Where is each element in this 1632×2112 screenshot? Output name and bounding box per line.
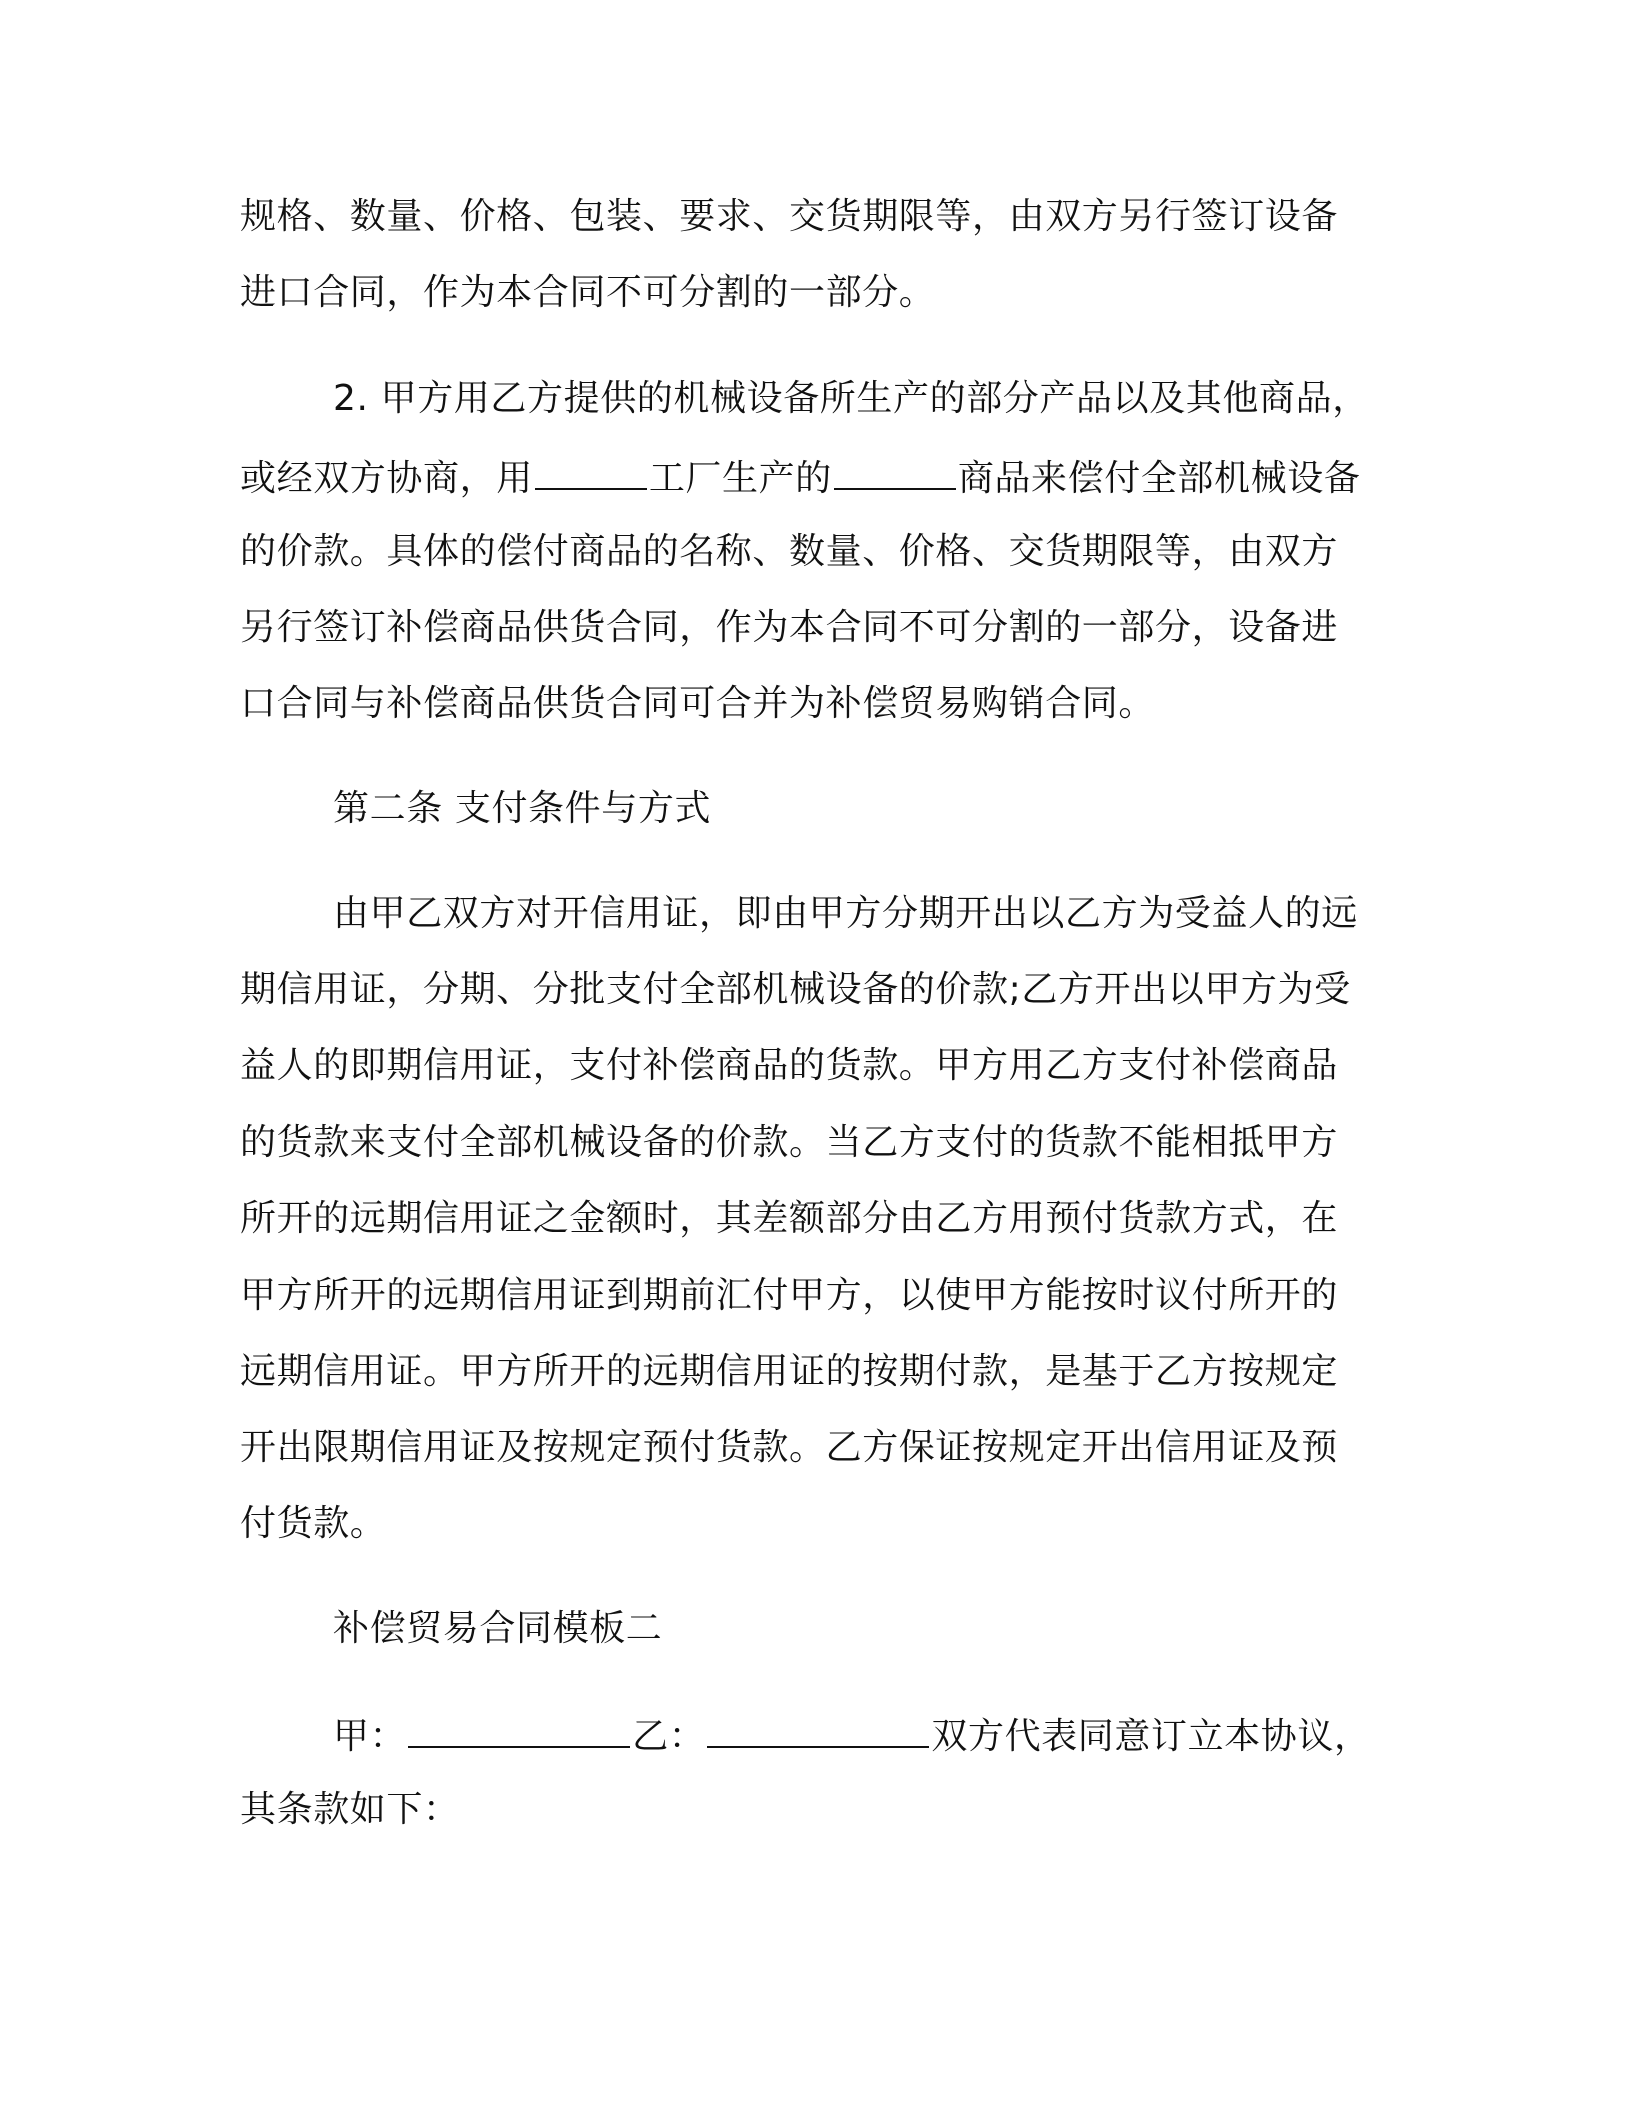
paragraph-3-line-6: 甲方所开的远期信用证到期前汇付甲方，以使甲方能按时议付所开的: [240, 1275, 1339, 1316]
template-2-heading: 补偿贸易合同模板二: [333, 1608, 663, 1649]
paragraph-3-line-5: 所开的远期信用证之金额时，其差额部分由乙方用预付货款方式，在: [240, 1198, 1339, 1239]
party-a-label: 甲：: [333, 1716, 407, 1757]
paragraph-3-line-1: 由甲乙双方对开信用证，即由甲方分期开出以乙方为受益人的远: [333, 893, 1358, 934]
paragraph-2-line-4: 另行签订补偿商品供货合同，作为本合同不可分割的一部分，设备进: [240, 607, 1339, 648]
paragraph-3-line-3: 益人的即期信用证，支付补偿商品的货款。甲方用乙方支付补偿商品: [240, 1045, 1339, 1086]
paragraph-2-line-3: 的价款。具体的偿付商品的名称、数量、价格、交货期限等，由双方: [240, 531, 1339, 572]
paragraph-2-line-2-part-a: 或经双方协商，用: [240, 458, 533, 499]
paragraph-3-line-8: 开出限期信用证及按规定预付货款。乙方保证按规定开出信用证及预: [240, 1427, 1339, 1468]
paragraph-4-line-1: [333, 1710, 1371, 1761]
paragraph-1-line-1: 规格、数量、价格、包装、要求、交货期限等，由双方另行签订设备: [240, 196, 1339, 237]
paragraph-4-line-1-part-c: 双方代表同意订立本协议，: [931, 1716, 1371, 1757]
paragraph-2-line-2-part-c: 商品来偿付全部机械设备: [957, 458, 1361, 499]
paragraph-3-line-7: 远期信用证。甲方所开的远期信用证的按期付款，是基于乙方按规定: [240, 1351, 1339, 1392]
paragraph-2-line-2-part-b: 工厂生产的: [648, 458, 832, 499]
party-b-blank: [707, 1710, 929, 1748]
paragraph-2-line-1: 2. 甲方用乙方提供的机械设备所生产的部分产品以及其他商品，: [333, 378, 1369, 419]
paragraph-2-line-2: [240, 452, 1360, 503]
paragraph-3-line-2: 期信用证，分期、分批支付全部机械设备的价款;乙方开出以甲方为受: [240, 969, 1351, 1010]
goods-name-blank: [834, 452, 956, 490]
paragraph-1-line-2: 进口合同，作为本合同不可分割的一部分。: [240, 272, 936, 313]
article-2-heading: 第二条 支付条件与方式: [333, 788, 712, 829]
paragraph-4-line-2: 其条款如下：: [240, 1789, 460, 1830]
party-b-label: 乙：: [632, 1716, 706, 1757]
paragraph-3-line-9: 付货款。: [240, 1503, 387, 1544]
paragraph-2-line-5: 口合同与补偿商品供货合同可合并为补偿贸易购销合同。: [240, 683, 1156, 724]
factory-name-blank: [535, 452, 647, 490]
party-a-blank: [408, 1710, 630, 1748]
paragraph-3-line-4: 的货款来支付全部机械设备的价款。当乙方支付的货款不能相抵甲方: [240, 1122, 1339, 1163]
